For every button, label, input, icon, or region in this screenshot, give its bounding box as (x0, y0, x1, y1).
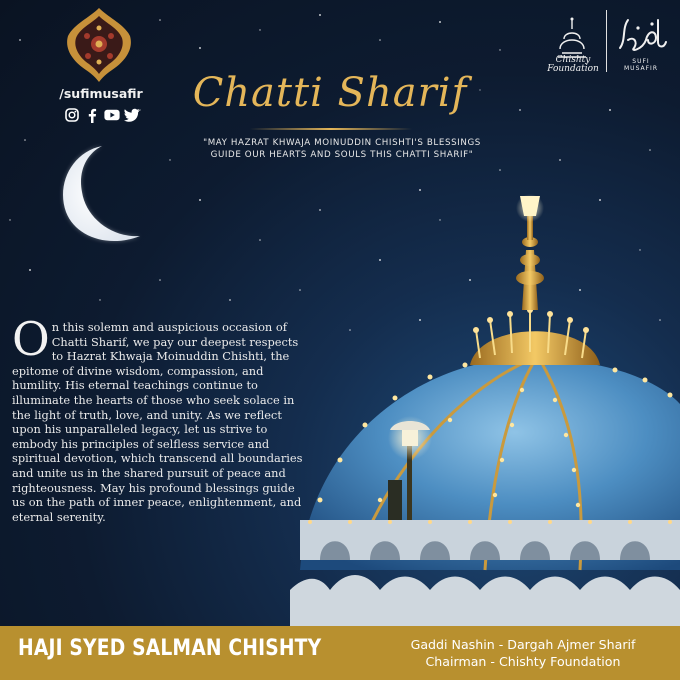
signatory-role (378, 636, 668, 670)
youtube-icon[interactable] (104, 107, 120, 123)
crescent-moon-icon (50, 142, 160, 252)
message-text: n this solemn and auspicious occasion of Chatti Sharif, we pay our deepest respects to Hazrat Khwaja Moinuddin Chishti, the epitome of divine wisdom, compassion, and humility. His eternal teachings continue to illuminate the hearts of those who seek solace in the light of truth, love, and unity. As we reflect upon his unparalleled legacy, let us strive to embody his principles of selfless service and spiritual devotion, which transcend all boundaries and unite us in the shared pursuit of peace and righteousness. May his profound blessings guide us on the path of inner peace, enlightenment, and eternal serenity. (12, 320, 303, 524)
instagram-icon[interactable] (64, 107, 80, 123)
chishty-foundation-text: Chishty Foundation (547, 55, 599, 74)
quote-line-2: GUIDE OUR HEARTS AND SOULS THIS CHATTI SHARIF" (210, 150, 474, 160)
social-icons (64, 107, 140, 123)
role-line-1: Gaddi Nashin - Dargah Ajmer Sharif (410, 637, 636, 652)
page-title: Chatti Sharif (192, 70, 468, 116)
sufi-musafir-text: SUFI MUSAFIR (624, 58, 658, 72)
title-underline (250, 128, 412, 130)
quote (162, 137, 522, 161)
logo-divider (606, 10, 607, 72)
sufi-musafir-logo (612, 10, 670, 60)
ornament-icon (64, 6, 134, 84)
twitter-icon[interactable] (124, 107, 140, 123)
drop-cap: O (12, 312, 50, 366)
role-line-2: Chairman - Chishty Foundation (425, 654, 621, 669)
facebook-icon[interactable] (84, 107, 100, 123)
quote-line-1: "MAY HAZRAT KHWAJA MOINUDDIN CHISHTI'S BLESSINGS (203, 138, 481, 148)
message-body (12, 312, 308, 524)
social-handle[interactable]: /sufimusafir (59, 86, 143, 101)
signatory-name: HAJI SYED SALMAN CHISHTY (18, 636, 322, 661)
dargah-dome-illustration (290, 190, 680, 626)
